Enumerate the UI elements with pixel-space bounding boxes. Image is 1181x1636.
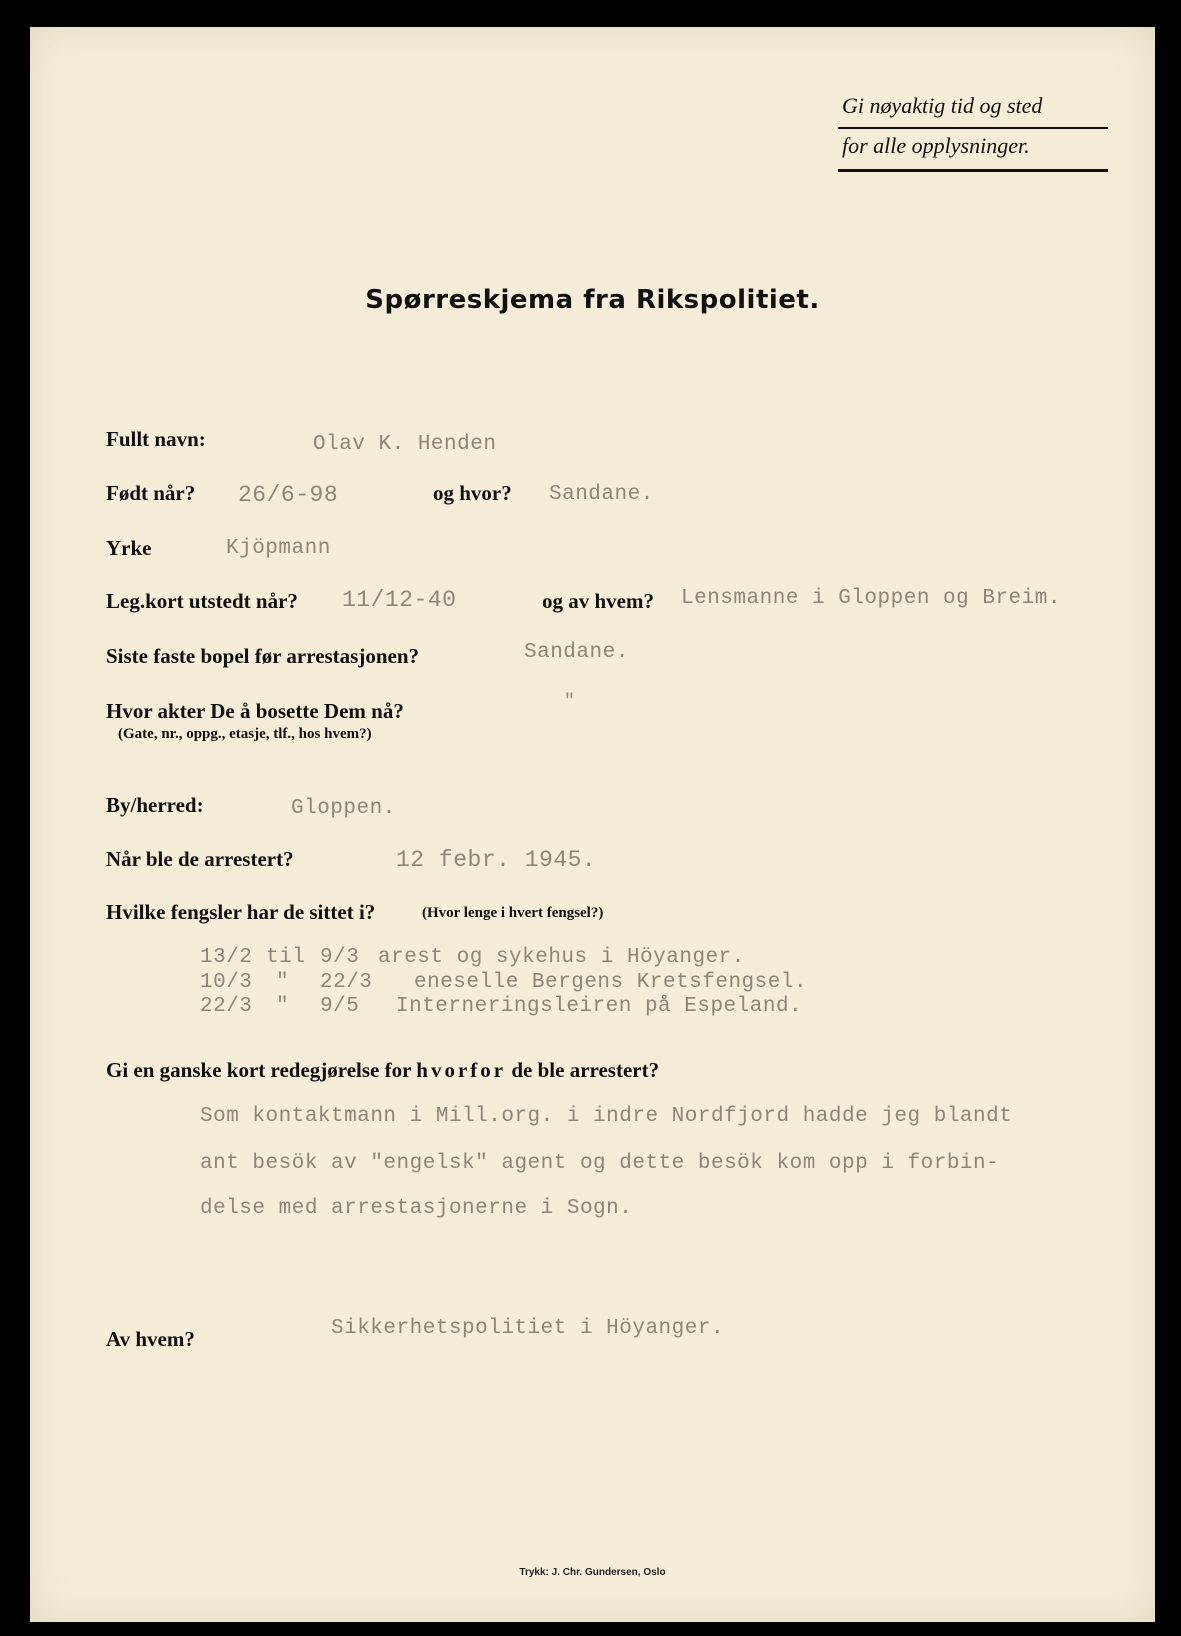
- prison-row: [200, 946, 745, 969]
- prisons-sublabel: (Hvor lenge i hvert fengsel?): [422, 905, 604, 921]
- prison-row: [200, 971, 807, 994]
- prison-row-sep: til: [266, 946, 306, 969]
- prison-row-place: Interneringsleiren på Espeland.: [396, 995, 803, 1018]
- prison-row-to: 9/5: [320, 995, 360, 1018]
- municipality-value: Gloppen.: [291, 797, 396, 820]
- born-where-label: og hvor?: [433, 481, 512, 505]
- occupation-label: Yrke: [106, 536, 152, 560]
- born-when-value: 26/6-98: [238, 482, 339, 508]
- prison-row-place: arest og sykehus i Höyanger.: [378, 946, 745, 969]
- reason-label-emph: hvorfor: [416, 1058, 507, 1082]
- prison-row-place: eneselle Bergens Kretsfengsel.: [414, 971, 808, 994]
- notice-line-2: for alle opplysninger.: [842, 133, 1030, 158]
- by-whom-label: Av hvem?: [106, 1327, 195, 1351]
- prison-row-sep: ": [276, 995, 290, 1018]
- born-when-label: Født når?: [106, 481, 196, 505]
- occupation-value: Kjöpmann: [226, 537, 331, 560]
- notice-line-1: Gi nøyaktig tid og sted: [842, 93, 1043, 118]
- reason-line: Som kontaktmann i Mill.org. i indre Nordfjord hadde jeg blandt: [200, 1105, 1013, 1128]
- last-residence-label: Siste faste bopel før arrestasjonen?: [106, 644, 420, 668]
- settle-where-value: ": [564, 692, 576, 712]
- id-card-by-label: og av hvem?: [542, 589, 654, 613]
- reason-line: delse med arrestasjonerne i Sogn.: [200, 1197, 633, 1220]
- prison-row-from: 10/3: [200, 971, 253, 994]
- arrested-when-value: 12 febr. 1945.: [396, 847, 597, 873]
- notice-box: [838, 89, 1108, 172]
- prison-row-to: 22/3: [320, 971, 373, 994]
- full-name-value: Olav K. Henden: [313, 433, 497, 456]
- prison-row-to: 9/3: [320, 946, 360, 969]
- last-residence-value: Sandane.: [524, 641, 629, 664]
- reason-label: [106, 1058, 659, 1083]
- municipality-label: By/herred:: [106, 793, 204, 817]
- form-paper: [30, 27, 1155, 1622]
- prison-row-from: 22/3: [200, 995, 253, 1018]
- born-where-value: Sandane.: [549, 483, 654, 506]
- id-card-by-value: Lensmanne i Gloppen og Breim.: [681, 587, 1061, 610]
- id-card-issued-value: 11/12-40: [342, 587, 457, 613]
- printer-credit: Trykk: J. Chr. Gundersen, Oslo: [519, 1567, 666, 1578]
- full-name-label: Fullt navn:: [106, 427, 206, 451]
- form-title: Spørreskjema fra Rikspolitiet.: [365, 285, 820, 315]
- id-card-issued-label: Leg.kort utstedt når?: [106, 589, 298, 613]
- notice-divider: [838, 127, 1108, 129]
- prison-row-from: 13/2: [200, 946, 253, 969]
- reason-label-pre: Gi en ganske kort redegjørelse for: [106, 1058, 417, 1082]
- settle-where-label: Hvor akter De å bosette Dem nå?: [106, 699, 404, 723]
- settle-where-sublabel: (Gate, nr., oppg., etasje, tlf., hos hvem?): [118, 726, 372, 742]
- reason-line: ant besök av "engelsk" agent og dette besök kom opp i forbin-: [200, 1152, 1000, 1175]
- prison-row: [200, 995, 802, 1018]
- prisons-label: Hvilke fengsler har de sittet i?: [106, 900, 376, 924]
- reason-label-post: de ble arrestert?: [506, 1058, 660, 1082]
- by-whom-value: Sikkerhetspolitiet i Höyanger.: [331, 1317, 725, 1340]
- prison-row-sep: ": [276, 971, 290, 994]
- arrested-when-label: Når ble de arrestert?: [106, 847, 294, 871]
